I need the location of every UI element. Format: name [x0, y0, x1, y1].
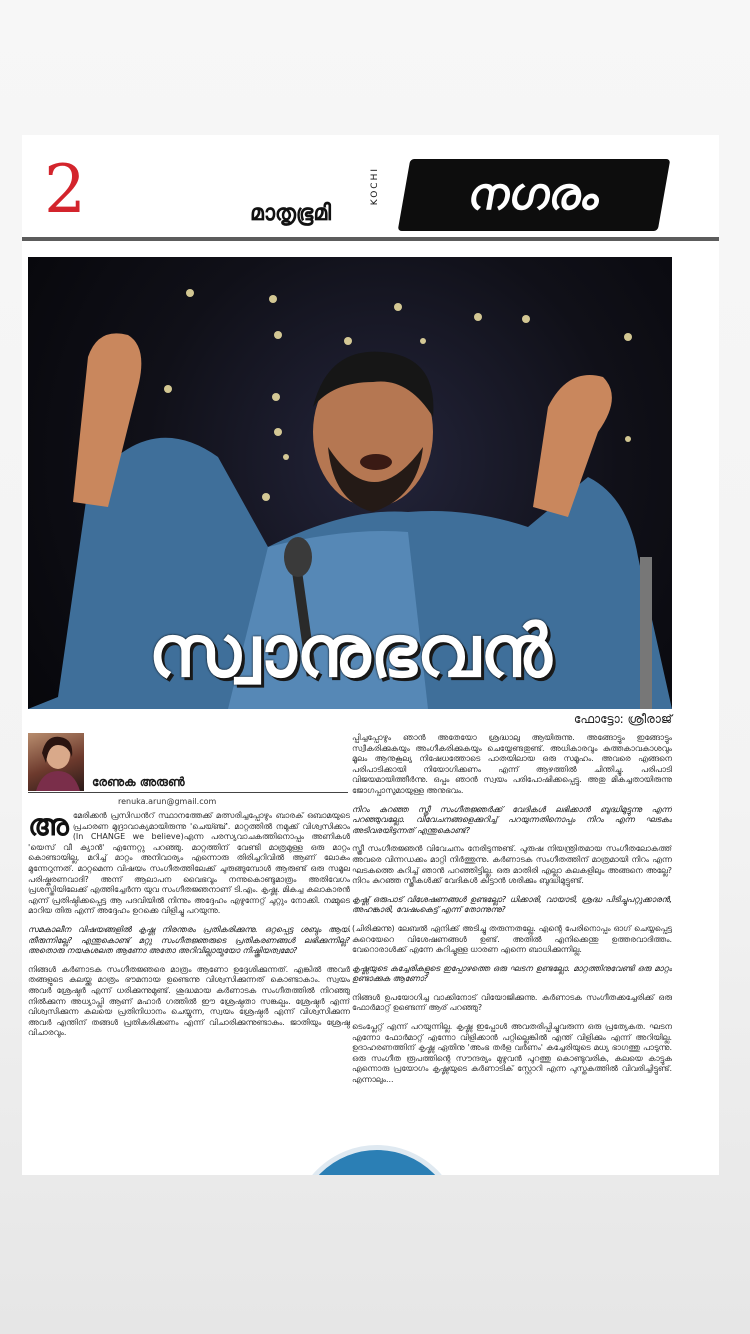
article-paragraph: (ചിരിക്കുന്നു) ലേബൽ ഏനിക്ക് അടിച്ചു തരുന്നതല്ലേ. എന്റെ പേരിനൊപ്പം ഓഗ് ചെയ്യപ്പെട്ട കുറെയേറെ വിശേഷണങ്ങൾ ഉണ്ട്. അതിൽ എനിക്കെന്തു ഉത്തരവാദിത്തം. വേറൊരാൾക്ക് എന്നേ കുറിച്ചുള്ള ധാരണ എന്നെ ബാധിക്കുന്നില്ല. — [352, 923, 672, 955]
article-paragraph: സ്ത്രീ സംഗീതജ്ഞൻ വിവേചനം നേരിടുന്നുണ്ട്. പുരുഷ നിയന്ത്രിതമായ സംഗീതലോകത്ത് അവരെ വിന്നഡക്കം മാറ്റി നിർത്തുന്നു. കർണാടക സംഗീതത്തിന് മാത്രമായി നിറം എന്ന ഘടകത്തെ കുറിച്ച് ഞാൻ പറഞ്ഞിട്ടില്ല. ഒരു മാതിരി എല്ലാ കലകളിലും അങ്ങനെ അല്ലേ? നിറം കുറഞ്ഞ സ്ത്രീകൾക്ക് വേദികൾ കിട്ടാൻ ശരിക്കും ബുദ്ധിമുട്ടുണ്ട്. — [352, 844, 672, 886]
page-number: 2 — [44, 151, 86, 228]
article-paragraph: ടെംപ്ലേറ്റ് എന്ന് പറയുന്നില്ല. കൃഷ്ണ ഇപ്പോൾ അവതരിപ്പിച്ചുവരുന്ന ഒരു പ്രത്യേകത. ഘടന എന്നോ ഫോർമാറ്റ് എന്നോ വിളിക്കാൻ പറ്റില്ലെങ്കിൽ എന്ത് വിളിക്കും എന്ന് അറിയില്ല. ഉദാഹരണത്തിന് കൃഷ്ണ ഏതിനു 'അംഭ തര്‍ള വര്‍ണം' കച്ചേരിയുടെ മധ്യ ഭാഗത്തു പാടുന്നു. ഒരു സംഗീത രൂപത്തിന്റെ സൗന്ദര്യം മുഴുവൻ പുറത്തു കൊണ്ടുവരിക, കലയെ കാട്ടുക എന്നൊരു പ്രയോഗം കൃഷ്ണയുടെ കർണാടിക് സ്റ്റോറി എന്ന പുസ്തകത്തിൽ വിവരിച്ചിട്ടുണ്ട്. എന്നാലും... — [352, 1022, 672, 1085]
interview-question: കൃഷ്ണയുടെ കച്ചേരികളുടെ ഇപ്പോഴത്തെ ഒരു ഘടന ഉണ്ടല്ലോ. മാറ്റത്തിനുവേണ്ടി ഒരു മാറ്റം ഉണ്ടാക്കുക ആണോ? — [352, 963, 672, 984]
author-avatar — [28, 733, 84, 791]
hero-photo — [28, 257, 672, 709]
photo-credit: ഫോട്ടോ: ശ്രീരാജ് — [573, 712, 672, 726]
byline-divider — [28, 792, 348, 793]
article-paragraph: നിങ്ങൾ കർണാടക സംഗീതജ്ഞരെ മാത്രം ആണോ ഉദ്ദേശിക്കുന്നത്. എങ്കിൽ അവർ തങ്ങളുടെ കലയ്ക്കു മാത്രം ഭൗമനായ ഉണ്ടെന്നു വിശ്വസിക്കുന്നത് കൊണ്ടാകാം. സ്വയം അവർ ശ്രേഷ്ഠർ എന്ന് ധരിക്കുന്നുമുണ്ട്. ശുദ്ധമായ കർണാടക സംഗീതത്തിൽ നിറഞ്ഞു നിൽക്കുന്ന അധ്യാപ്ലി ആണ് മഹാർ ഗത്തിൽ ഈ ശ്രേഷ്ഠതാ സങ്കല്പം. ശ്രേഷ്ഠർ എന്ന് വിശ്വസിക്കുന്ന കലയെ പ്രതിനിധാനം ചെയ്യുന്ന, സ്വയം ശ്രേഷ്ഠർ എന്ന് വിശ്വസിക്കുന്ന അവർ എന്തിന് തങ്ങൾ പ്രതികരിക്കണം എന്ന് വിചാരിക്കുന്നുണ്ടാകും. ജാതിയും ശ്രേഷ്ഠ വിചാരവും. — [28, 964, 350, 1038]
newspaper-name: മാതൃഭൂമി — [250, 201, 332, 226]
interview-question: സമകാലീന വിഷയങ്ങളിൽ കൃഷ്ണ നിരന്തരം പ്രതികരിക്കുന്നു. ഒറ്റപ്പെട്ട ശബ്ദം ആയി തീരുന്നില്ലേ? എന്തുകൊണ്ട് മറ്റു സംഗീതജ്ഞരുടെ പ്രതികരണങ്ങൾ ലഭിക്കുന്നില്ല? അതൊരു നയകുശലത ആണോ അതോ അറിവില്ലായ്മയോ നിഷ്ക്രിയത്വമോ? — [28, 924, 350, 956]
article-paragraph: അമേരിക്കൻ പ്രസിഡൻറ് സ്ഥാനത്തേക്ക് മത്സരിച്ചപ്പോഴും ബാരക് ഒബാമയുടെ പ്രചാരണ മുദ്രാവാക്യമായിരുന്നു 'ചെയ്ഞ്ച്'. മാറ്റത്തിൽ നമുക്ക് വിശ്വസിക്കാം (In CHANGE we believe)എന്ന പരസ്യവാചകത്തിനൊപ്പം അണികൾ 'യെസ് വീ ക്യാൻ' എന്നേറ്റു പറഞ്ഞു. മാറ്റത്തിന് വേണ്ടി മാത്രമുള്ള ഒരു മാറ്റം കൊണ്ടായില്ല, മറിച്ച് മാറ്റം അനിവാര്യം എന്നൊരു തിരിച്ചറിവിൽ ആണ് ലോകം മുന്നേറുന്നത്. മാറ്റമെന്ന വിഷയം സംഗീതത്തിലേക്ക് ചുരുങ്ങുമ്പോൾ ആരുണ്ട് ഒരു സമൂല പരിഷ്കരണവാദി? അന്ന് ആലാപന വൈഭവും നന്നുകൊണ്ടുമാത്രം അതിവേഗം പ്രശസ്തിയിലേക്ക് എത്തിച്ചേർന്ന യുവ സംഗീതജ്ഞനാണ് ടി.എം. കൃഷ്ണ. മികച്ച കലാകാരൻ എന്ന് പ്രതിഷ്ഠിക്കപ്പെട്ട ആ പദവിയിൽ നിന്നും അദ്ദേഹം എഴുന്നേറ്റ് ചുറ്റും നോക്കി. നമ്മുടെ മാറിയ തിരു എന്ന് അദ്ദേഹം ഉറക്കെ വിളിച്ചു പറയുന്നു. — [28, 811, 350, 916]
drop-cap: അ — [28, 811, 69, 843]
interview-question: കൃഷ്ണ് ഒരുപാട് വിശേഷണങ്ങൾ ഉണ്ടല്ലോ? ധിക്കാരി, വായാടി, ശ്രദ്ധ പിടിച്ചുപറ്റുക്കാരൻ, അഹങ്കാരി, വേഷംകെട്ട് എന്ന് തോന്നുന്നു? — [352, 894, 672, 915]
article-paragraph: പ്പിച്ചപ്പോഴും ഞാൻ അതേയോ ശ്രദ്ധാലു ആയിരുന്നു. അങ്ങോട്ടും ഇങ്ങോട്ടും സ്വീകരിക്കുകയും അംഗീകരിക്കുകയും ചെയ്യേണ്ടതുണ്ട്. അധികാരവും കുത്തകാവകാശവും മൂലം ആനുകൂല്യ നിഷേധത്തോടെ പാതയിലായ ഒരു സമൂഹം. അവരെ എങ്ങനെ പരിപാടിക്കായി നിയോഗിക്കണം എന്ന് ആഴത്തിൽ ചിന്തിച്ചു. പരിപാടി വിജയമായിത്തീർന്നു. ഒപ്പം ഞാൻ സ്വയം പരിപോഷിക്കപ്പെട്ടു. അതു മികച്ചതായിരുന്നു ജോഗപ്പാസുമായുള്ള അനുഭവം. — [352, 733, 672, 795]
newspaper-page — [22, 135, 719, 1175]
masthead-divider — [22, 237, 719, 241]
headline: സ്വാനുഭവൻ — [148, 609, 552, 693]
edition-label: KOCHI — [370, 167, 380, 206]
author-name: രേണുക അരുൺ — [92, 775, 185, 789]
interview-question: നിറം കുറഞ്ഞ സ്ത്രീ സംഗീതജ്ഞർക്ക് വേദികൾ ലഭിക്കാൻ ബുദ്ധിമുട്ടുന്നു എന്ന് പറഞ്ഞുവല്ലോ. വിവേചനങ്ങളെക്കുറിച്ച് പറയുന്നതിനൊപ്പം നിറം എന്ന ഘടകം അടിവരയിടുന്നത് എന്തുകൊണ്ട്? — [352, 804, 672, 835]
masthead — [22, 135, 719, 245]
article-column-right — [352, 733, 672, 1173]
supplement-logo: നഗരം — [398, 159, 671, 231]
article-column-left — [28, 811, 350, 1171]
article-paragraph: നിങ്ങൾ ഉപയോഗിച്ച വാക്കിനോട് വിയോജിക്കുന്നു. കർണാടക സംഗീതക്കച്ചേരിക്ക് ഒരു ഫോർമാറ്റ് ഉണ്ടെന്ന് ആര് പറഞ്ഞു? — [352, 992, 672, 1013]
author-email[interactable]: renuka.arun@gmail.com — [118, 797, 217, 806]
